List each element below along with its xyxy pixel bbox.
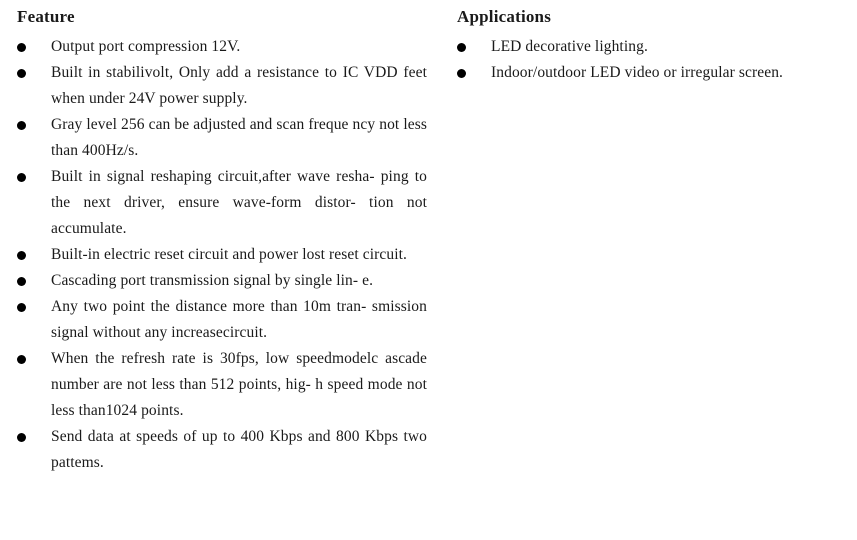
feature-section: [17, 6, 427, 476]
list-item-text: LED decorative lighting.: [491, 38, 648, 55]
bullet-icon: [17, 69, 26, 78]
list-item: [17, 424, 427, 476]
bullet-icon: [17, 303, 26, 312]
bullet-icon: [457, 43, 466, 52]
bullet-icon: [17, 355, 26, 364]
list-item-text: Cascading port transmission signal by single lin- e.: [51, 272, 374, 289]
list-item-text: Indoor/outdoor LED video or irregular screen.: [491, 64, 784, 81]
bullet-icon: [17, 433, 26, 442]
bullet-icon: [457, 69, 466, 78]
list-item: [17, 164, 427, 242]
list-item-text: Built in signal reshaping circuit,after wave resha- ping to the next driver, ensure wave-form distor- tion not accumulate.: [51, 168, 427, 237]
bullet-icon: [17, 121, 26, 130]
list-item: [17, 242, 427, 268]
list-item-text: Any two point the distance more than 10m tran- smission signal without any increasecircuit.: [51, 298, 427, 341]
list-item-text: Built in stabilivolt, Only add a resistance to IC VDD feet when under 24V power supply.: [51, 64, 427, 107]
feature-heading: Feature: [17, 7, 75, 26]
list-item: [17, 60, 427, 112]
list-item-text: When the refresh rate is 30fps, low speedmodelc ascade number are not less than 512 points, hig- h speed mode not less than1024 points.: [51, 350, 427, 419]
list-item: [17, 268, 427, 294]
list-item-text: Send data at speeds of up to 400 Kbps and 800 Kbps two pattems.: [51, 428, 427, 471]
list-item-text: Built-in electric reset circuit and power lost reset circuit.: [51, 246, 408, 263]
applications-section: [457, 6, 852, 86]
bullet-icon: [17, 43, 26, 52]
list-item-text: Output port compression 12V.: [51, 38, 241, 55]
bullet-icon: [17, 277, 26, 286]
bullet-icon: [17, 251, 26, 260]
list-item: [457, 34, 852, 60]
list-item: [457, 60, 852, 86]
list-item: [17, 346, 427, 424]
list-item-text: Gray level 256 can be adjusted and scan freque ncy not less than 400Hz/s.: [51, 116, 427, 159]
list-item: [17, 112, 427, 164]
list-item: [17, 294, 427, 346]
applications-list: [457, 34, 852, 86]
bullet-icon: [17, 173, 26, 182]
list-item: [17, 34, 427, 60]
applications-heading: Applications: [457, 7, 552, 26]
feature-list: [17, 34, 427, 476]
